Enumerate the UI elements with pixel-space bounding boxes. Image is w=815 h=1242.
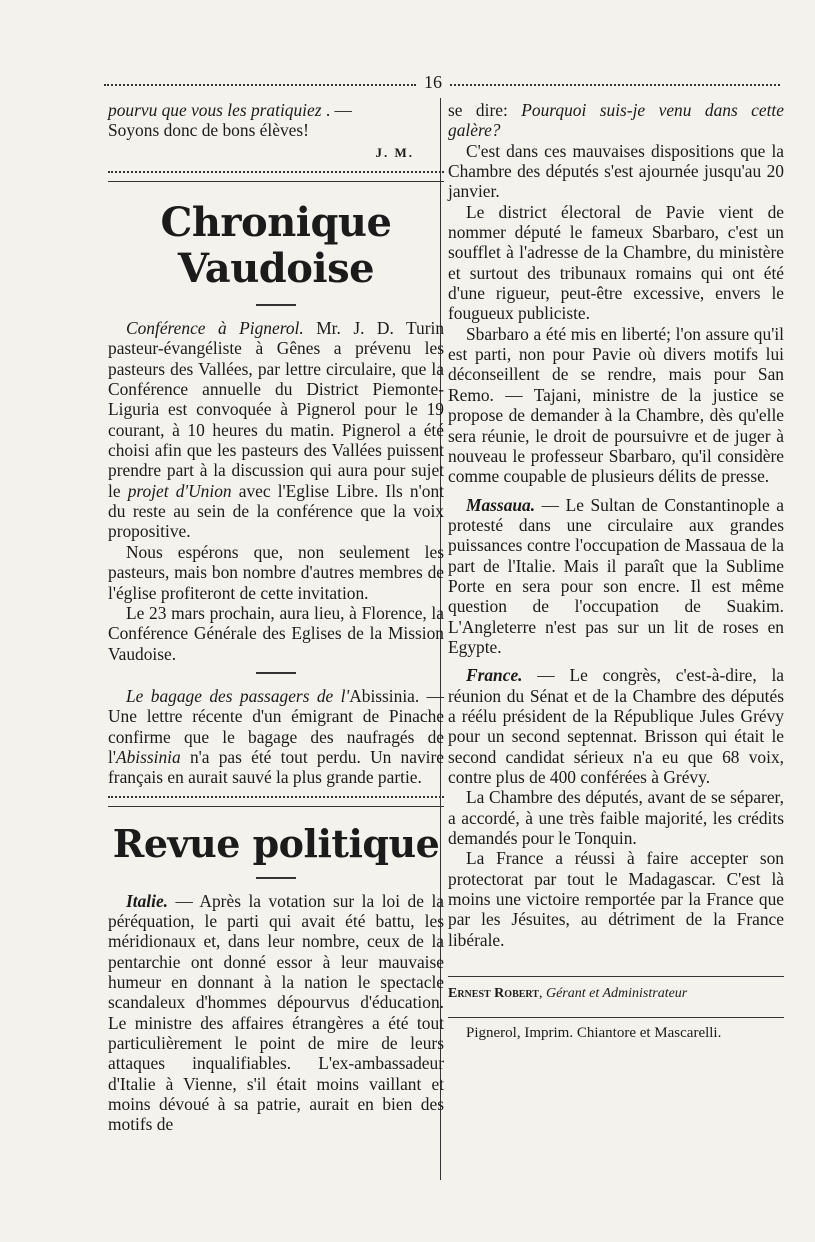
- conference-paragraph-3: Le 23 mars prochain, aura lieu, à Florence, la Conférence Générale des Eglises de la Mission Vaudoise.: [108, 602, 444, 664]
- title-dash: [108, 296, 444, 314]
- france-lead: France.: [466, 665, 523, 686]
- bagage-text: — Une lettre récente d'un émigrant de Pinache confirme que le bagage des naufragés de l': [108, 685, 444, 767]
- bagage-lead: Le bagage des passagers de l': [126, 685, 350, 706]
- bagage-paragraph: [108, 686, 444, 788]
- cont-italic: Pourquoi suis-je venu dans cette galère?: [448, 100, 784, 141]
- conference-paragraph-2: Nous espérons que, non seulement les pasteurs, mais bon nombre d'autres membres de l'église profiteront de cette invitation.: [108, 541, 444, 603]
- intro-line: [108, 100, 444, 120]
- conference-italic: projet d'Union: [127, 480, 232, 501]
- title-dash-2: [108, 869, 444, 887]
- conference-lead: Conférence à Pignerol.: [126, 318, 304, 339]
- bagage-text-2: n'a pas été tout perdu. Un navire français en aurait sauvé la plus grande partie.: [108, 746, 444, 788]
- italie-paragraph: [108, 891, 444, 1135]
- continuation-paragraph: [448, 100, 784, 141]
- madagascar-paragraph: La France a réussi à faire accepter son protectorat par tout le Madagascar. C'est là moins une victoire remportée par la France que par les Jésuites, au détriment de la France libérale.: [448, 848, 784, 950]
- france-paragraph: [448, 665, 784, 787]
- header-rule-right: [450, 84, 780, 86]
- massaua-paragraph: [448, 495, 784, 658]
- bagage-italic: Abissinia: [115, 746, 181, 767]
- italie-lead: Italie.: [126, 890, 169, 911]
- printer-line: Pignerol, Imprim. Chiantore et Mascarelli.: [466, 1025, 722, 1042]
- conference-paragraph: [108, 318, 444, 542]
- left-column: [108, 100, 444, 1135]
- gerant-name: Ernest Robert: [448, 986, 539, 1002]
- massaua-text: — Le Sultan de Constantinople a protesté dans une circulaire aux grandes puissances contre l'occupation de Massaua de la part de l'Italie. Mais il paraît que la Sublime Porte en sera pour son encre. Il est même question de l'occupation de Suakim. L'Angleterre n'est pas sur un lit de roses en Egypte.: [448, 494, 784, 657]
- section-rule: [108, 171, 444, 182]
- sbarbaro-paragraph: Sbarbaro a été mis en liberté; l'on assure qu'il est parti, non pour Pavie où divers motifs lui déconseillent de se rendre, mais pour San Remo. — Tajani, ministre de la justice se propose de demander à la Chambre, dès qu'elle sera réunie, le droit de poursuivre et de juger à nouveau le professeur Sbarbaro, qu'il considère comme coupable de plusieurs délits de presse.: [448, 323, 784, 487]
- item-dash: [108, 664, 444, 682]
- chronique-title: Chronique Vaudoise: [160, 199, 392, 293]
- gerant-title: Gérant et Administrateur: [545, 986, 688, 1002]
- revue-title: Revue politique: [112, 820, 440, 866]
- conference-text: Mr. J. D. Turin pasteur-évangéliste à Gênes a prévenu les pasteurs des Vallées, par lettre circulaire, que la Conférence annuelle du District Piemonte-Liguria est convoquée à Pignerol pour le 19 courant, à 10 heures du matin. Pignerol a été choisi afin que les pasteurs des Vallées puissent prendre part à la discussion qui aura pour sujet le: [108, 318, 445, 501]
- intro-tail: . —: [321, 100, 352, 120]
- right-column: [448, 100, 784, 1042]
- intro-italic: pourvu que vous les pratiquiez: [108, 100, 322, 120]
- gerant-line: Ernest Robert, Gérant et Administrateur: [448, 986, 688, 1002]
- header-rule-left: [104, 84, 416, 86]
- italie-text: — Après la votation sur la loi de la péréquation, le parti qui avait été battu, les méridionaux et, dans leur nombre, ceux de la pentarchie ont donné essor à leur mauvaise humeur en donnant à la nation le spectacle scandaleux d'hommes dépourvus d'éducation. Le ministre des affaires étrangères a été tout particulièrement le point de mire de leurs attaques inqualifiables. L'ex-ambassadeur d'Italie à Vienne, s'il était moins vaillant et moins dévoué à sa patrie, aurait en bien des motifs de: [108, 890, 444, 1135]
- conference-text-2: avec l'Eglise Libre. Ils n'ont du reste au sein de la conférence que la voix propositive.: [108, 480, 444, 542]
- page-header: [104, 72, 780, 96]
- section-rule-2: [108, 796, 444, 807]
- pavie-paragraph: Le district électoral de Pavie vient de nommer député le fameux Sbarbaro, c'est un soufflet à l'adresse de la Chambre, du ministère et surtout des tribunaux romains qui ont été d'une rigueur, peut-être excessive, envers le fougueux publiciste.: [448, 201, 784, 324]
- intro-line-2: Soyons donc de bons élèves!: [108, 120, 309, 141]
- cont-text: se dire:: [448, 100, 522, 120]
- page-number: 16: [424, 72, 442, 92]
- imprint-block: [448, 976, 784, 1042]
- tonquin-paragraph: La Chambre des députés, avant de se séparer, a accordé, à une très faible majorité, les crédits demandés pour le Tonquin.: [448, 787, 784, 849]
- signature: J. M.: [375, 144, 414, 160]
- chambre-paragraph: C'est dans ces mauvaises dispositions que la Chambre des députés s'est ajournée jusqu'au 20 janvier.: [448, 140, 784, 202]
- imprint-rule: [448, 1017, 784, 1018]
- france-text: — Le congrès, c'est-à-dire, la réunion du Sénat et de la Chambre des députés a réélu président de la République Jules Grévy pour un second septennat. Brisson qui était le second candidat sérieux n'a eu que 68 voix, contre plus de 400 conférées à Grévy.: [448, 665, 784, 787]
- massaua-lead: Massaua.: [466, 494, 536, 515]
- bagage-lead-2: Abissinia.: [349, 685, 420, 706]
